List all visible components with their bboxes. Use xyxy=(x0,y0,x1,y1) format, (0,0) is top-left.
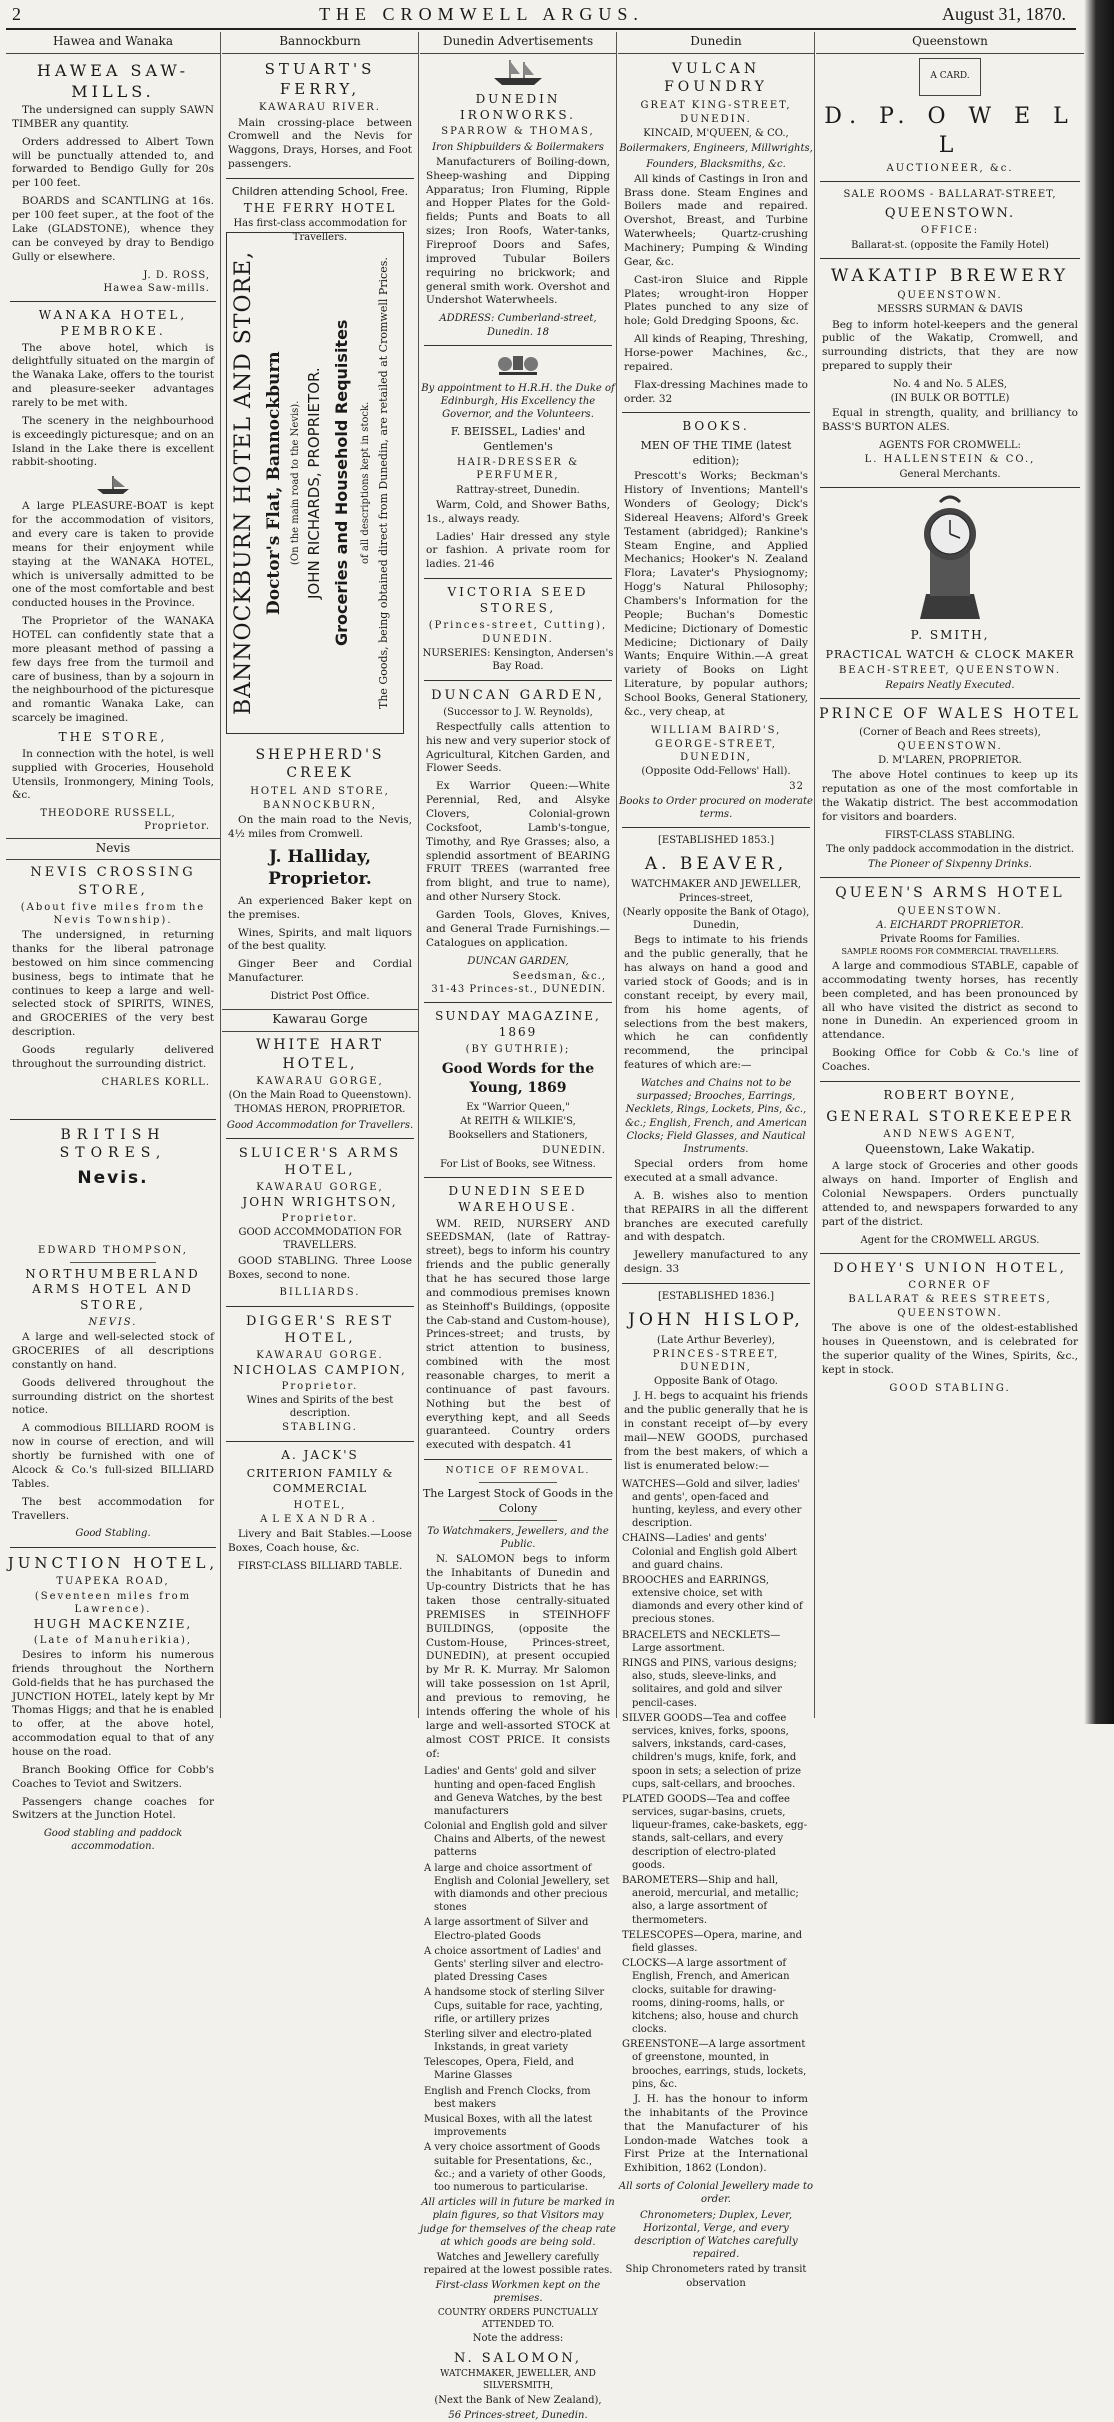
ad-name: HUGH MACKENZIE, xyxy=(33,1616,193,1631)
divider xyxy=(820,181,1080,182)
vertical-ad-title: BANNOCKBURN HOTEL AND STORE, xyxy=(231,250,256,716)
ad-body: An experienced Baker kept on the premises. xyxy=(228,894,412,921)
ad-signature: 56 Princes-street, Dunedin. xyxy=(448,2409,588,2421)
ad-body: Watches and Chains not to be surpassed; Brooches, Earrings, Necklets, Rings, Lockets, Pins, &c., &c.; English, French, and American Clocks; Field Glasses, and Nautical Instruments. xyxy=(625,1078,807,1155)
ad-subtitle: OFFICE: xyxy=(920,225,980,237)
ad-subtitle: QUEENSTOWN. xyxy=(897,290,1003,302)
section-header: Nevis xyxy=(6,838,220,861)
ad-subtitle: QUEENSTOWN. xyxy=(897,741,1003,753)
section-header: Queenstown xyxy=(816,32,1084,54)
ad-subtitle: AUCTIONEER, &c. xyxy=(886,162,1014,174)
ad-subtitle: GREAT KING-STREET, xyxy=(640,99,792,111)
ad-subtitle: Nevis. xyxy=(77,1167,149,1188)
ad-signature: (Opposite Odd-Fellows' Hall). xyxy=(641,766,791,778)
ad-subtitle: DUNEDIN. xyxy=(680,113,752,125)
ad-subtitle: (Nearly opposite the Bank of Otago), Dunedin, xyxy=(622,907,810,932)
divider xyxy=(226,1441,414,1442)
ad-established: [ESTABLISHED 1836.] xyxy=(658,1291,774,1303)
ad-signature: Proprietor. xyxy=(144,821,210,833)
stock-list xyxy=(420,1765,616,2194)
ad-footer: THE FERRY HOTEL xyxy=(243,200,397,215)
clock-engraving-icon xyxy=(900,494,1000,624)
list-item: WATCHES—Gold and silver, ladies' and gents', open-faced and hunting, keyless, and every other description. xyxy=(622,1478,802,1530)
divider xyxy=(424,1002,612,1003)
ad-subtitle: ALEXANDRA. xyxy=(260,1513,380,1525)
ad-signature: 32 xyxy=(789,780,804,792)
divider xyxy=(820,258,1080,259)
divider xyxy=(70,1262,156,1263)
list-item: A large assortment of Silver and Electro-plated Goods xyxy=(424,1917,589,1942)
ad-subtitle: (Successor to J. W. Reynolds), xyxy=(443,706,593,718)
ad-footer: COUNTRY ORDERS PUNCTUALLY ATTENDED TO. xyxy=(437,2307,599,2330)
ad-body: The Proprietor of the WANAKA HOTEL can confidently state that a more pleasant method of passing a few days free from the turmoil and care of business, than by a sojourn in the neighbourhood of the picturesque and romantic Wanaka Lake, can scarcely be imagined. xyxy=(12,615,214,725)
ad-subtitle: General Merchants. xyxy=(899,468,1001,480)
ad-footer: First-class Workmen kept on the premises. xyxy=(435,2280,601,2305)
ad-body: Wines, Spirits, and malt liquors of the best quality. xyxy=(228,926,412,953)
divider xyxy=(479,1520,557,1521)
ad-footer: Good stabling and paddock accommodation. xyxy=(43,1828,183,1853)
ad-body: BOARDS and SCANTLING at 16s. per 100 feet super., at the foot of the Lake (GLADSTONE), whence they can be conveyed by dray to Bendigo Gully or elsewhere. xyxy=(12,195,214,263)
ad-body: The best accommodation for Travellers. xyxy=(12,1495,214,1522)
list-item: BAROMETERS—Ship and hall, aneroid, mercurial, and metallic; also, a large assortment of thermometers. xyxy=(622,1875,799,1926)
ad-subtitle: THE STORE, xyxy=(58,730,168,745)
ad-title: JOHN HISLOP, xyxy=(628,1310,804,1331)
ad-title: D. P. O W E L L xyxy=(824,103,1076,158)
divider xyxy=(424,578,612,579)
ad-subtitle: HOTEL AND STORE, xyxy=(250,785,390,797)
ad-subtitle: TUAPEKA ROAD, xyxy=(56,1576,170,1588)
ad-name: P. SMITH, xyxy=(910,627,990,642)
ad-signature: (Next the Bank of New Zealand), xyxy=(434,2394,602,2406)
divider xyxy=(226,178,414,179)
ad-subtitle: Queenstown, Lake Wakatip. xyxy=(865,1142,1035,1157)
ad-body: A. B. wishes also to mention that REPAIRS in all the different branches are executed carefully and with despatch. xyxy=(624,1189,808,1244)
ad-body: The scenery in the neighbourhood is exceedingly picturesque; and on an Island in the Lake there is excellent rabbit-shooting. xyxy=(12,414,214,469)
ad-body: J. H. has the honour to inform the inhabitants of the Province that the Manufacturer of his London-made Watches took a First Prize at the International Exhibition, 1862 (London). xyxy=(624,2093,808,2175)
ad-subtitle: SPARROW & THOMAS, xyxy=(441,126,595,138)
ad-title: DUNEDIN IRONWORKS. xyxy=(460,91,576,122)
ad-subtitle: Rattray-street, Dunedin. xyxy=(456,484,580,496)
section-header: Kawarau Gorge xyxy=(222,1009,418,1032)
ad-established: [ESTABLISHED 1853.] xyxy=(658,835,774,847)
ad-footer: The only paddock accommodation in the district. xyxy=(825,844,1074,856)
ad-title: PRINCE OF WALES HOTEL xyxy=(819,706,1081,723)
ad-subtitle: PRINCES-STREET, DUNEDIN, xyxy=(652,1348,780,1374)
section-header: Dunedin Advertisements xyxy=(420,32,616,54)
ad-body: Begs to intimate to his friends and the public generally, that he has always on hand a good and varied stock of Goods; and is in constant receipt, by every mail, from his home agents, of selections from the best makers, which he can confidently recommend, the principal features of which are:— xyxy=(624,934,808,1072)
ad-title: NORTHUMBERLAND ARMS HOTEL AND STORE, xyxy=(25,1266,201,1313)
ad-body: Garden Tools, Gloves, Knives, and General Trade Furnishings.—Catalogues on application. xyxy=(426,909,610,949)
ad-title: SHEPHERD'S CREEK xyxy=(255,747,385,782)
vertical-ad-line: (On the main road to the Nevis). xyxy=(290,400,301,566)
ad-subtitle: Boilermakers, Engineers, Millwrights, xyxy=(619,143,813,155)
ad-title: STUART'S FERRY, xyxy=(264,59,376,98)
ad-subtitle: The Largest Stock of Goods in the Colony xyxy=(422,1487,614,1515)
divider xyxy=(820,698,1080,699)
ad-subtitle: (Late of Manuherikia), xyxy=(33,1634,193,1646)
ad-footer: FIRST-CLASS STABLING. xyxy=(885,829,1015,841)
ad-footer: Chronometers; Duplex, Lever, Horizontal, Verge, and every description of Watches carefully repaired. xyxy=(634,2209,798,2261)
list-item: BROOCHES and EARRINGS, extensive choice, set with diamonds and every other kind of precious stones. xyxy=(622,1574,803,1626)
ad-body: Beg to inform hotel-keepers and the general public of the Wakatip, Cromwell, and surrounding districts, that they are now prepared to supply their xyxy=(822,318,1078,373)
ad-subtitle: (Corner of Beach and Rees streets), xyxy=(859,726,1041,738)
page-number: 2 xyxy=(12,3,21,24)
ad-title: BRITISH STORES, xyxy=(59,1126,167,1162)
ad-body: Ginger Beer and Cordial Manufacturer. xyxy=(228,958,412,985)
ship-engraving-icon xyxy=(488,58,548,88)
column-1 xyxy=(6,32,221,1853)
card-badge: A CARD. xyxy=(919,58,981,96)
ad-body: The above is one of the oldest-established houses in Queenstown, and is celebrated for the superior quality of the Wines, Spirits, &c., kept in stock. xyxy=(822,1322,1078,1376)
ad-subtitle: NEVIS. xyxy=(88,1317,138,1328)
issue-date: August 31, 1870. xyxy=(941,3,1066,24)
ad-body: Main crossing-place between Cromwell and the Nevis for Waggons, Drays, Horses, and Foot passengers. xyxy=(228,116,412,171)
ad-subtitle: Booksellers and Stationers, xyxy=(448,1130,588,1142)
ad-body: Ex Warrior Queen:—White Perennial, Red, and Alsyke Clovers, Colonial-grown Cocksfoot, Lamb's-tongue, Timothy, and Rye Grasses; also, a splendid assortment of BEARING FRUIT TREES (warranted free from blight, and true to name), and other Nursery Stock. xyxy=(426,780,610,904)
ad-name: NICHOLAS CAMPION, xyxy=(233,1363,407,1378)
ad-title: WANAKA HOTEL, PEMBROKE. xyxy=(38,307,188,338)
ad-title: WAKATIP BREWERY xyxy=(830,265,1070,286)
ad-title: WHITE HART HOTEL, xyxy=(255,1037,385,1072)
ad-subtitle: Founders, Blacksmiths, &c. xyxy=(646,158,786,170)
ad-title: SUNDAY MAGAZINE, 1869 xyxy=(435,1009,601,1040)
column-3 xyxy=(420,32,617,2421)
ad-subtitle: KAWARAU RIVER. xyxy=(259,102,381,114)
ad-footer: BILLIARDS. xyxy=(279,1287,361,1299)
ad-title: Good Words for the Young, 1869 xyxy=(441,1061,595,1096)
ad-body: The undersigned can supply SAWN TIMBER any quantity. xyxy=(12,104,214,130)
ad-subtitle: QUEENSTOWN. xyxy=(884,206,1016,222)
ad-subtitle: BALLARAT & REES STREETS, xyxy=(848,1294,1052,1306)
ad-body: J. H. begs to acquaint his friends and the public generally that he is in constant receipt of—by every mail—NEW GOODS, purchased from the best makers, of which a list is enumerated below:— xyxy=(624,1390,808,1472)
ad-subtitle: KAWARAU GORGE, xyxy=(256,1076,384,1088)
list-item: A choice assortment of Ladies' and Gents' sterling silver and electro-plated Dressing Cases xyxy=(424,1945,604,1984)
list-item: A large and choice assortment of English and Colonial Jewellery, set with diamonds and other precious stones xyxy=(424,1862,610,1914)
ad-body: Cast-iron Sluice and Ripple Plates; wrought-iron Hopper Plates punched to any size of hole; Gold Dredging Spoons, &c. xyxy=(624,273,808,328)
ad-title: DOHEY'S UNION HOTEL, xyxy=(833,1260,1067,1276)
ad-footer: Good Stabling. xyxy=(75,1528,151,1540)
divider xyxy=(820,1253,1080,1254)
ad-footer: Good Accommodation for Travellers. xyxy=(226,1119,414,1131)
ad-subtitle: Ex "Warrior Queen," xyxy=(466,1101,570,1113)
divider xyxy=(226,1306,414,1307)
divider xyxy=(622,1283,810,1284)
divider xyxy=(424,680,612,681)
ad-subtitle: (Seventeen miles from Lawrence). xyxy=(34,1590,192,1615)
newspaper-title: THE CROMWELL ARGUS. xyxy=(319,3,644,24)
ad-body: Private Rooms for Families. xyxy=(879,934,1020,946)
ad-signature: THOMAS HERON, PROPRIETOR. xyxy=(234,1104,406,1116)
ad-title: GENERAL STOREKEEPER xyxy=(826,1108,1074,1125)
ad-footer: The Pioneer of Sixpenny Drinks. xyxy=(868,859,1032,871)
ad-body: A commodious BILLIARD ROOM is now in course of erection, and will shortly be furnished with one of Alcock & Co.'s full-sized BILLIARD Tables. xyxy=(12,1422,214,1490)
list-item: Telescopes, Opera, Field, and Marine Glasses xyxy=(424,2057,574,2082)
ad-address: ADDRESS: Cumberland-street, Dunedin. 18 xyxy=(439,313,597,338)
ad-body: Livery and Bait Stables.—Loose Boxes, Coach house, &c. xyxy=(228,1527,412,1554)
vertical-ad-line: JOHN RICHARDS, PROPRIETOR. xyxy=(305,367,323,599)
list-item: PLATED GOODS—Tea and coffee services, sugar-basins, cruets, liqueur-frames, cake-baskets, egg-stands, salt-cellars, and every description of electro-plated goods. xyxy=(622,1793,808,1871)
list-item: English and French Clocks, from best makers xyxy=(424,2085,591,2110)
ad-subtitle: (IN BULK OR BOTTLE) xyxy=(890,393,1010,405)
ad-body: SAMPLE ROOMS FOR COMMERCIAL TRAVELLERS. xyxy=(841,947,1059,957)
ad-title: A. BEAVER, xyxy=(644,854,788,875)
ad-title: QUEEN'S ARMS HOTEL xyxy=(835,885,1065,902)
list-item: Ladies' and Gents' gold and silver hunting and open-faced English and Geneva Watches, by the best manufacturers xyxy=(424,1766,603,1817)
ad-footer: All articles will in future be marked in plain figures, so that Visitors may judge for themselves of the cheap rate at which goods are being sold. xyxy=(420,2197,616,2248)
ad-subtitle: SALE ROOMS - BALLARAT-STREET, xyxy=(843,189,1057,201)
ad-footer: All sorts of Colonial Jewellery made to order. xyxy=(618,2181,814,2206)
list-item: SILVER GOODS—Tea and coffee services, knives, forks, spoons, salvers, inkstands, card-cases, children's mugs, knife, fork, and spoon in sets; a selection of prize cups, salt-cellars, and brooches. xyxy=(622,1712,801,1790)
ad-footer: FIRST-CLASS BILLIARD TABLE. xyxy=(237,1560,403,1572)
section-header: Hawea and Wanaka xyxy=(6,32,220,54)
ad-signature: 31-43 Princes-st., DUNEDIN. xyxy=(431,984,606,996)
ad-body: On the main road to the Nevis, 4½ miles from Cromwell. xyxy=(228,814,412,841)
ad-subtitle: (BY GUTHRIE); xyxy=(465,1043,571,1055)
divider xyxy=(622,827,810,828)
ad-body: Manufacturers of Boiling-down, Sheep-washing and Dipping Apparatus; Iron Fluming, Ripple and Hopper Plates for the Gold-fields; Punts and Boats to all sizes; Iron Roofs, Water-tanks, Fireproof Doors and Safes, improved Tubular Boilers requiring no brickwork; and general smith work. Overshot and Undershot Waterwheels. xyxy=(426,155,610,307)
ad-title: JUNCTION HOTEL, xyxy=(7,1553,219,1572)
ad-body: WM. REID, NURSERY AND SEEDSMAN, (late of Rattray-street), begs to inform his country friends and the public generally that he has secured those large and commodious premises known as Steinhoff's Buildings, (opposite the Cab-stand and Custom-house), Princes-street; and trusts, by strict attention to business, combined with the most reasonable charges, to merit a continuance of past favours. Nothing but the best of everything kept, and all Seeds guaranteed. Country orders executed with despatch. 41 xyxy=(426,1217,610,1452)
goods-list xyxy=(618,1478,814,2091)
vertical-ad-line: of all descriptions kept in stock. xyxy=(360,401,371,565)
list-item: Colonial and English gold and silver Chains and Alberts, of the newest patterns xyxy=(424,1821,608,1859)
ad-body: All kinds of Reaping, Threshing, Horse-power Machines, &c., repaired. xyxy=(624,333,808,373)
divider xyxy=(820,1081,1080,1082)
ad-title: NEVIS CROSSING STORE, xyxy=(30,865,196,898)
ad-footer: District Post Office. xyxy=(270,991,370,1003)
list-item: Sterling silver and electro-plated Inkstands, in great variety xyxy=(424,2028,592,2054)
ad-body: Equal in strength, quality, and brilliancy to BASS'S BURTON ALES. xyxy=(822,407,1078,434)
ad-body: GOOD STABLING. Three Loose Boxes, second to none. xyxy=(228,1254,412,1281)
divider xyxy=(622,412,810,413)
column-2 xyxy=(222,32,419,1718)
divider xyxy=(424,1177,612,1178)
ad-subtitle: (Princes-street, Cutting), xyxy=(428,619,608,631)
ad-body: Booking Office for Cobb & Co.'s line of Coaches. xyxy=(822,1047,1078,1074)
list-item: GREENSTONE—A large assortment of greenstone, mounted, in brooches, earrings, studs, lockets, pins, &c. xyxy=(622,2039,807,2090)
ad-subtitle: To Watchmakers, Jewellers, and the Public. xyxy=(427,1526,609,1551)
section-header: Bannockburn xyxy=(222,32,418,54)
ad-footer: Ship Chronometers rated by transit observation xyxy=(625,2264,807,2289)
ad-title: CRITERION FAMILY & COMMERCIAL xyxy=(246,1467,394,1495)
list-item: RINGS and PINS, various designs; also, studs, sleeve-links, and solitaires, and gold and silver pencil-cases. xyxy=(622,1658,797,1709)
ad-body: For List of Books, see Witness. xyxy=(440,1158,596,1170)
ad-signature: N. SALOMON, xyxy=(453,2350,583,2366)
divider xyxy=(10,1119,216,1120)
ad-signature: D. M'LAREN, PROPRIETOR. xyxy=(878,755,1022,767)
ad-body: A large and commodious STABLE, capable of accommodating twenty horses, has recently been completed, and has been pronounced by all who have visited the district as second to none in Dunedin. An experienced groom in attendance. xyxy=(822,960,1078,1042)
ad-footer: STABLING. xyxy=(282,1422,358,1434)
ad-footer: Has first-class accommodation for Travellers. xyxy=(233,218,407,243)
column-5 xyxy=(816,32,1084,1718)
ad-title: DIGGER'S REST HOTEL, xyxy=(245,1313,395,1346)
ad-signature: Seedsman, &c., xyxy=(512,970,606,982)
divider xyxy=(424,345,612,346)
ad-body: The above Hotel continues to keep up its reputation as one of the most comfortable in the Wakatip district. The best accommodation for visitors and boarders. xyxy=(822,769,1078,824)
ad-subtitle: KAWARAU GORGE, xyxy=(256,1182,384,1194)
ad-body: Warm, Cold, and Shower Baths, 1s., always ready. xyxy=(426,498,610,525)
ad-body: The above hotel, which is delightfully situated on the margin of the Wanaka Lake, offers to the tourist and pleasure-seeker advantages rarely to be met with. xyxy=(12,341,214,409)
ad-body: Jewellery manufactured to any design. 33 xyxy=(624,1249,808,1276)
ad-signature: A. EICHARDT PROPRIETOR. xyxy=(876,920,1024,932)
ad-subtitle: QUEENSTOWN. xyxy=(897,1308,1003,1320)
ad-subtitle: HOTEL, xyxy=(293,1499,347,1511)
vertical-ad-line: The Goods, being obtained direct from Dunedin, are retailed at Cromwell Prices. xyxy=(377,257,390,709)
ad-title: PRACTICAL WATCH & CLOCK MAKER xyxy=(825,647,1075,661)
ad-body: Goods regularly delivered throughout the surrounding district. xyxy=(12,1044,214,1070)
column-4 xyxy=(618,32,815,2289)
ad-body: N. SALOMON begs to inform the Inhabitants of Dunedin and Up-country Districts that he has taken those centrally-situated PREMISES in STEINHOFF BUILDINGS, (opposite the Custom-House, Princes-street, DUNEDIN), at present occupied by Mr R. K. Murray. Mr Salomon will take possession on 1st April, and previous to removing, he intends offering the whole of his large and well-assorted STOCK at almost COST PRICE. It consists of: xyxy=(426,1553,610,1760)
list-item: TELESCOPES—Opera, marine, and field glasses. xyxy=(622,1929,803,1954)
ad-footer: Agent for the CROMWELL ARGUS. xyxy=(860,1234,1040,1246)
ad-subtitle: (About five miles from the Nevis Township). xyxy=(20,901,206,926)
ad-body: In connection with the hotel, is well supplied with Groceries, Household Utensils, Ironmongery, Mining Tools, &c. xyxy=(12,747,214,802)
ad-body: Ladies' Hair dressed any style or fashion. A private room for ladies. 21-46 xyxy=(426,530,610,571)
ad-body: Wines and Spirits of the best description. xyxy=(246,1395,394,1420)
ad-subtitle: AND NEWS AGENT, xyxy=(883,1129,1017,1141)
ad-subtitle: Opposite Bank of Otago. xyxy=(654,1376,778,1388)
ad-footer: Watches and Jewellery carefully repaired at the lowest possible rates. xyxy=(423,2251,613,2277)
ad-title: DUNCAN GARDEN, xyxy=(431,687,605,703)
ad-title: HAWEA SAW-MILLS. xyxy=(36,60,190,101)
divider xyxy=(424,1459,612,1460)
ad-title: F. BEISSEL, Ladies' and Gentlemen's xyxy=(450,425,586,453)
ad-body: A large and well-selected stock of GROCERIES of all descriptions constantly on hand. xyxy=(12,1331,214,1371)
divider xyxy=(479,1482,557,1483)
ad-name: MESSRS SURMAN & DAVIS xyxy=(877,304,1023,316)
royal-arms-icon xyxy=(493,352,543,378)
ad-body: The undersigned, in returning thanks for the liberal patronage bestowed on him since commencing business, begs to intimate that he continues to keep a large and well-selected stock of SPIRITS, WINES, and GROCERIES of the very best description. xyxy=(12,929,214,1039)
ad-signature: WILLIAM BAIRD'S, xyxy=(650,724,782,736)
ad-subtitle: HAIR-DRESSER & PERFUMER, xyxy=(456,457,580,482)
divider xyxy=(820,487,1080,488)
ad-subtitle: (Late Arthur Beverley), xyxy=(657,1334,775,1346)
list-item: CHAINS—Ladies' and gents' Colonial and English gold Albert and guard chains. xyxy=(622,1533,797,1571)
list-item: A handsome stock of sterling Silver Cups, suitable for race, yachting, rifle, or artillery prizes xyxy=(424,1987,605,2025)
ad-subtitle: Iron Shipbuilders & Boilermakers xyxy=(432,141,604,153)
section-header: Dunedin xyxy=(618,32,814,54)
ad-signature: Hawea Saw-mills. xyxy=(103,282,210,294)
divider xyxy=(226,1138,414,1139)
ad-title: DUNEDIN SEED WAREHOUSE. xyxy=(448,1183,588,1214)
masthead xyxy=(6,0,1076,30)
ad-subtitle: DUNEDIN. xyxy=(482,633,554,645)
ad-subtitle: KAWARAU GORGE. xyxy=(256,1349,384,1361)
ad-subtitle: (On the Main Road to Queenstown). xyxy=(228,1090,412,1102)
ad-body: Flax-dressing Machines made to order. 32 xyxy=(624,378,808,405)
divider xyxy=(10,301,216,302)
ad-name: J. Halliday, Proprietor. xyxy=(268,847,372,890)
ad-body: Prescott's Works; Beckman's History of Inventions; Mantell's Wonders of Geology; Dick's Sidereal Heavens; Alford's Greek Testament (abridged); Rankine's Steam Engine, and Applied Mechanics; Hooker's N. Zealand Flora; Lavater's Physiognomy; Hogg's Natural Philosophy; Chambers's Information for the People; Buchan's Domestic Medicine; Dictionary of Domestic Medicine; Dictionary of Daily Wants; Enquire Within.—A great variety of Books on Light Literature, by popular authors; School Books, General Stationery, &c., very cheap, at xyxy=(624,470,808,718)
ad-appointment: By appointment to H.R.H. the Duke of Edinburgh, His Excellency the Governor, and the Volunteers. xyxy=(421,382,615,421)
ad-footer: Note the address: xyxy=(472,2333,564,2345)
ad-subtitle: Princes-street, xyxy=(678,892,754,904)
ad-title: VULCAN FOUNDRY xyxy=(664,60,768,96)
ad-body: Respectfully calls attention to his new and very superior stock of Agricultural, Kitchen Garden, and Flower Seeds. xyxy=(426,720,610,775)
list-item: A very choice assortment of Goods suitable for Presentations, &c., &c.; and a variety of other Goods, too numerous to particularise. xyxy=(424,2142,606,2193)
ad-footer: GOOD STABLING. xyxy=(889,1382,1011,1394)
list-item: BRACELETS and NECKLETS—Large assortment. xyxy=(622,1629,781,1654)
divider xyxy=(10,1547,216,1548)
ad-signature: EDWARD THOMPSON, xyxy=(38,1245,188,1257)
scan-edge xyxy=(1084,0,1114,1724)
ad-body: Orders addressed to Albert Town will be punctually attended to, and forwarded to Bendigo Gully for 20s per 100 feet. xyxy=(12,135,214,190)
list-item: CLOCKS—A large assortment of English, French, and American clocks, suitable for drawing-rooms, dining-rooms, halls, or kitchens; also, house and church clocks. xyxy=(622,1958,799,2036)
ad-subtitle: AGENTS FOR CROMWELL: xyxy=(879,440,1021,452)
ad-body: GOOD ACCOMMODATION FOR TRAVELLERS. xyxy=(238,1227,402,1252)
ad-subtitle: Ballarat-st. (opposite the Family Hotel) xyxy=(851,239,1049,251)
ad-subtitle: BANNOCKBURN, xyxy=(263,800,377,812)
ad-body: Special orders from home executed at a small advance. xyxy=(624,1158,808,1185)
ad-subtitle: Proprietor. xyxy=(281,1213,359,1225)
ad-footer: Repairs Neatly Executed. xyxy=(885,680,1015,692)
divider xyxy=(820,877,1080,878)
list-item: Musical Boxes, with all the latest improvements xyxy=(424,2114,593,2139)
boat-engraving-icon xyxy=(93,474,133,496)
ad-body: Branch Booking Office for Cobb's Coaches to Teviot and Switzers. xyxy=(12,1763,214,1790)
ad-subtitle: CORNER OF xyxy=(908,1279,992,1291)
ad-body: A large stock of Groceries and other goods always on hand. Importer of English and Colonial Newspapers. Orders punctually attended to, and newspapers forwarded to any part of the district. xyxy=(822,1160,1078,1228)
ad-body: All kinds of Castings in Iron and Brass done. Steam Engines and Boilers made and repaired. Overshot, Breast, and Turbine Waterwheels; Quartz-crushing Machinery; Pumping & Winding Gear, &c. xyxy=(624,172,808,268)
ad-footer: Books to Order procured on moderate terms. xyxy=(619,795,813,820)
ad-title: SLUICER'S ARMS HOTEL, xyxy=(238,1145,402,1178)
ad-title: VICTORIA SEED STORES, xyxy=(447,585,589,615)
ad-signature: WATCHMAKER, JEWELLER, AND SILVERSMITH, xyxy=(440,2368,596,2391)
ad-subtitle: WATCHMAKER AND JEWELLER, xyxy=(631,878,801,890)
ad-subtitle: BEACH-STREET, QUEENSTOWN. xyxy=(838,665,1062,677)
ad-subtitle: No. 4 and No. 5 ALES, xyxy=(893,379,1007,391)
ad-name: A. JACK'S xyxy=(281,1447,359,1462)
ad-subtitle: QUEENSTOWN. xyxy=(897,905,1003,917)
ad-subtitle: At REITH & WILKIE'S, xyxy=(460,1116,576,1128)
ad-signature: CHARLES KORLL. xyxy=(101,1076,210,1088)
ad-name: ROBERT BOYNE, xyxy=(883,1087,1017,1102)
ad-body: Desires to inform his numerous friends throughout the Northern Gold-fields that he has purchased the JUNCTION HOTEL, lately kept by Mr Thomas Higgs; and that he is enabled to offer, at the above hotel, accommodation equal to that of any house on the road. xyxy=(12,1648,214,1758)
vertical-ad-line: Groceries and Household Requisites xyxy=(332,319,351,647)
vertical-ad-line: Doctor's Flat, Bannockburn xyxy=(264,351,284,615)
ad-body: Goods delivered throughout the surrounding district on the shortest notice. xyxy=(12,1376,214,1417)
ad-title: BOOKS. xyxy=(682,419,750,434)
ad-body: NURSERIES: Kensington, Andersen's Bay Road. xyxy=(422,648,614,673)
ad-subtitle: Proprietor. xyxy=(281,1380,359,1392)
ad-subtitle: DUNEDIN. xyxy=(542,1144,606,1156)
ad-subtitle: KINCAID, M'QUEEN, & CO., xyxy=(643,128,789,140)
ad-signature: J. D. ROSS, xyxy=(143,269,210,281)
ad-subtitle: L. HALLENSTEIN & CO., xyxy=(864,454,1036,466)
ad-body: A large PLEASURE-BOAT is kept for the accommodation of visitors, and every care is taken to provide means for their enjoyment while staying at the WANAKA HOTEL, which is universally admitted to be one of the most comfortable and best conducted houses in the Province. xyxy=(12,500,214,610)
ad-signature: GEORGE-STREET, DUNEDIN, xyxy=(655,738,777,764)
ad-body: Passengers change coaches for Switzers at the Junction Hotel. xyxy=(12,1795,214,1822)
ad-title: MEN OF THE TIME (latest edition); xyxy=(640,439,792,467)
ad-signature: DUNCAN GARDEN, xyxy=(467,955,569,967)
ad-signature: THEODORE RUSSELL, xyxy=(40,808,176,820)
ad-name: JOHN WRIGHTSON, xyxy=(242,1195,398,1210)
ad-title: NOTICE OF REMOVAL. xyxy=(445,1466,591,1477)
vertical-advertisement xyxy=(226,232,404,734)
ad-footer: Children attending School, Free. xyxy=(231,185,409,199)
